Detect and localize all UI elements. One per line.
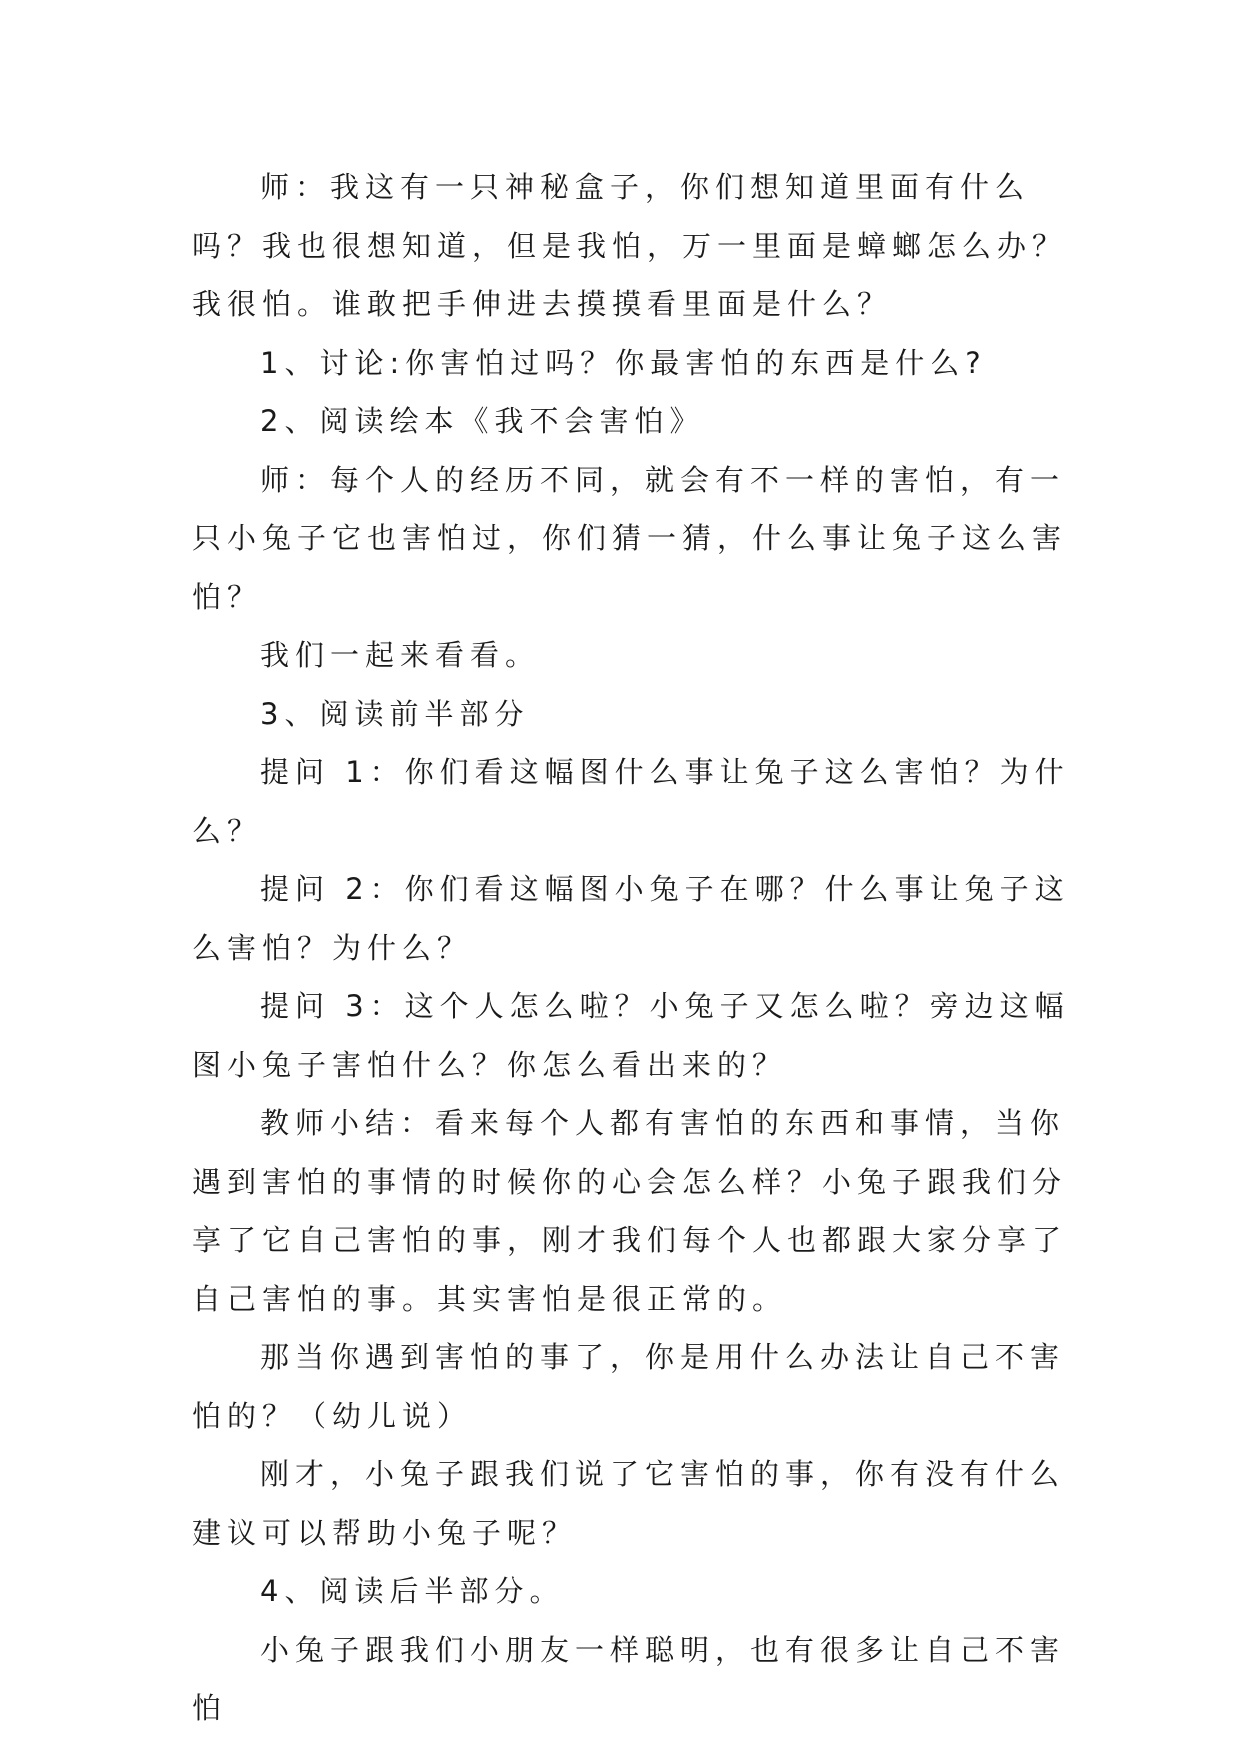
paragraph-read-first-half: 3、阅读前半部分 <box>260 696 530 731</box>
paragraph-teacher-summary: 教师小结：看来每个人都有害怕的东西和事情，当你遇到害怕的事情的时候你的心会怎么样？小兔子跟我们分享了它自己害怕的事，刚才我们每个人也都跟大家分享了自己害怕的事。其实害怕是很正常的。 <box>192 1106 1068 1316</box>
paragraph-question-3: 提问 3：这个人怎么啦？小兔子又怎么啦？旁边这幅图小兔子害怕什么？你怎么看出来的？ <box>192 989 1070 1082</box>
paragraph-how-not-afraid: 那当你遇到害怕的事了，你是用什么办法让自己不害怕的？（幼儿说） <box>192 1340 1066 1433</box>
paragraph-suggestion: 刚才，小兔子跟我们说了它害怕的事，你有没有什么建议可以帮助小兔子呢？ <box>192 1457 1066 1550</box>
paragraph-question-2: 提问 2：你们看这幅图小兔子在哪？什么事让兔子这么害怕？为什么？ <box>192 872 1070 965</box>
paragraph-rabbit-clever: 小兔子跟我们小朋友一样聪明，也有很多让自己不害怕 <box>192 1632 1066 1725</box>
paragraph-rabbit-intro: 师：每个人的经历不同，就会有不一样的害怕，有一只小兔子它也害怕过，你们猜一猜，什么事让兔子这么害怕？ <box>192 462 1068 614</box>
paragraph-read-second-half: 4、阅读后半部分。 <box>260 1574 565 1608</box>
paragraph-box-intro: 师：我这有一只神秘盒子，你们想知道里面有什么吗？我也很想知道，但是我怕，万一里面是蟑螂怎么办？我很怕。谁敢把手伸进去摸摸看里面是什么？ <box>192 170 1068 321</box>
paragraph-question-1: 提问 1：你们看这幅图什么事让兔子这么害怕？为什么？ <box>192 755 1070 848</box>
paragraph-read-picture-book: 2、阅读绘本《我不会害怕》 <box>260 404 705 438</box>
document-body <box>192 158 1072 1738</box>
paragraph-look-together: 我们一起来看看。 <box>260 638 541 672</box>
paragraph-discussion: 1、讨论:你害怕过吗？你最害怕的东西是什么? <box>260 345 987 380</box>
